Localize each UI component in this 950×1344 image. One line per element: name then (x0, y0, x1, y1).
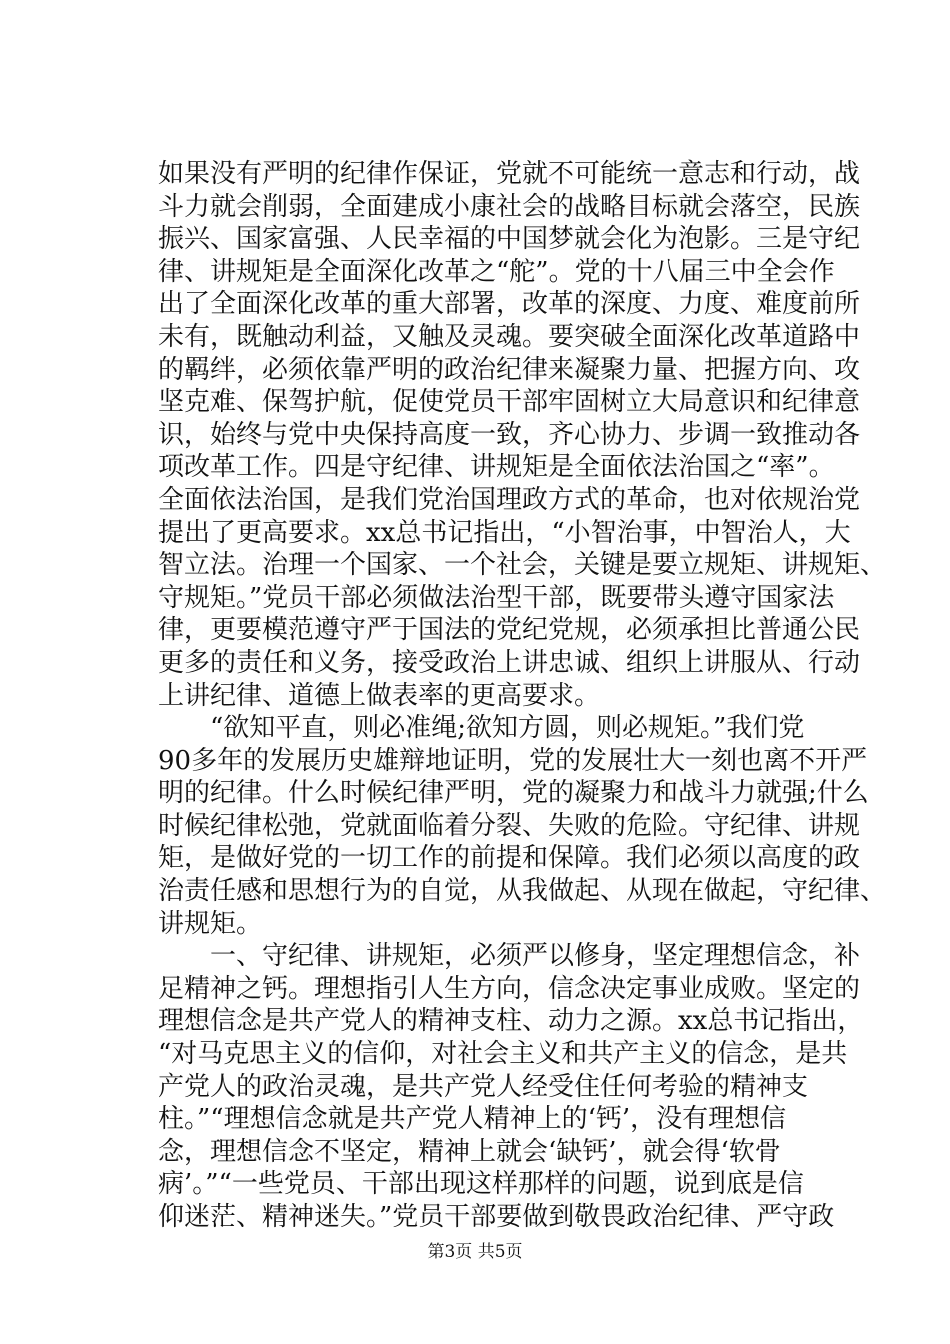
text-line: 提出了更高要求。xx总书记指出，“小智治事，中智治人，大 (158, 517, 851, 548)
text-line: 振兴、国家富强、人民幸福的中国梦就会化为泡影。三是守纪 (158, 224, 861, 255)
text-line: 守规矩。”党员干部必须做法治型干部，既要带头遵守国家法 (158, 582, 835, 613)
text-line: 斗力就会削弱，全面建成小康社会的战略目标就会落空，民族 (158, 191, 861, 222)
text-line: 柱。”“理想信念就是共产党人精神上的‘钙’，没有理想信 (158, 1104, 787, 1135)
text-line: 讲规矩。 (158, 908, 263, 939)
text-line: 上讲纪律、道德上做表率的更高要求。 (158, 680, 601, 711)
text-line: 出了全面深化改革的重大部署，改革的深度、力度、难度前所 (158, 289, 861, 320)
text-line: 如果没有严明的纪律作保证，党就不可能统一意志和行动，战 (158, 159, 861, 189)
text-line: 律、讲规矩是全面深化改革之“舵”。党的十八届三中全会作 (158, 256, 835, 287)
text-line: 的羁绊，必须依靠严明的政治纪律来凝聚力量、把握方向、攻 (158, 354, 861, 385)
text-line: 产党人的政治灵魂，是共产党人经受住任何考验的精神支 (158, 1071, 809, 1102)
text-line: 项改革工作。四是守纪律、讲规矩是全面依法治国之“率”。 (158, 452, 835, 483)
text-line: 明的纪律。什么时候纪律严明，党的凝聚力和战斗力就强;什么 (158, 778, 869, 809)
text-line: “对马克思主义的信仰，对社会主义和共产主义的信念，是共 (158, 1039, 848, 1070)
text-line: 一、守纪律、讲规矩，必须严以修身，坚定理想信念，补 (158, 941, 861, 972)
text-line: 律，更要模范遵守严于国法的党纪党规，必须承担比普通公民 (158, 615, 861, 646)
text-line: 更多的责任和义务，接受政治上讲忠诚、组织上讲服从、行动 (158, 647, 861, 678)
text-line: 90多年的发展历史雄辩地证明，党的发展壮大一刻也离不开严 (158, 745, 868, 776)
document-body (158, 158, 887, 1234)
text-line: 治责任感和思想行为的自觉，从我做起、从现在做起，守纪律、 (158, 876, 887, 907)
text-line: 智立法。治理一个国家、一个社会，关键是要立规矩、讲规矩、 (158, 550, 887, 581)
page-footer: 第3页 共5页 (427, 1242, 523, 1262)
text-line: 足精神之钙。理想指引人生方向，信念决定事业成败。坚定的 (158, 973, 861, 1004)
text-line: 坚克难、保驾护航，促使党员干部牢固树立大局意识和纪律意 (158, 387, 861, 418)
text-line: 念，理想信念不坚定，精神上就会‘缺钙’，就会得‘软骨 (158, 1136, 781, 1167)
text-line: “欲知平直，则必准绳;欲知方圆，则必规矩。”我们党 (158, 713, 805, 744)
text-line: 全面依法治国，是我们党治国理政方式的革命，也对依规治党 (158, 484, 861, 515)
text-line: 仰迷茫、精神迷失。”党员干部要做到敬畏政治纪律、严守政 (158, 1202, 835, 1232)
text-line: 理想信念是共产党人的精神支柱、动力之源。xx总书记指出， (158, 1006, 864, 1037)
text-line: 矩，是做好党的一切工作的前提和保障。我们必须以高度的政 (158, 843, 861, 874)
text-line: 识，始终与党中央保持高度一致，齐心协力、步调一致推动各 (158, 419, 861, 450)
text-line: 时候纪律松弛，党就面临着分裂、失败的危险。守纪律、讲规 (158, 810, 861, 841)
text-line: 未有，既触动利益，又触及灵魂。要突破全面深化改革道路中 (158, 321, 861, 352)
text-line: 病’。”“一些党员、干部出现这样那样的问题，说到底是信 (158, 1169, 804, 1200)
